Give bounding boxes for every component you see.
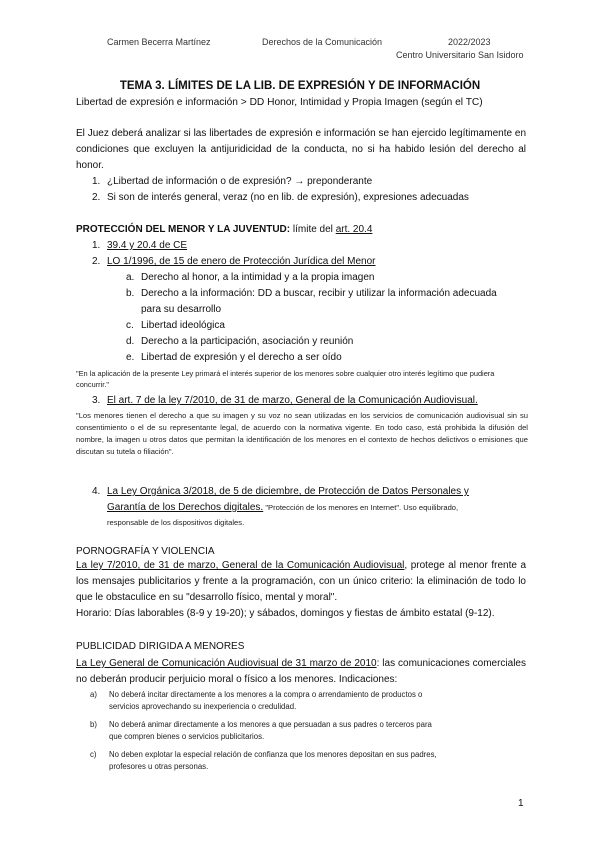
item-text: No deben explotar la especial relación de confianza que los menores depositan en sus padres, <box>109 750 437 759</box>
sub-text: Derecho a la participación, asociación y reunión <box>141 336 354 347</box>
item-letter: c) <box>90 750 97 759</box>
list-number: 2. <box>92 192 101 203</box>
publicidad-item-b <box>90 719 432 743</box>
ley-7-2010-link[interactable]: La ley 7/2010, de 31 de marzo, General de la Comunicación Audiovisual <box>76 560 405 571</box>
list-text: Si son de interés general, veraz (no en lib. de expresión), expresiones adecuadas <box>107 192 469 203</box>
item-text-cont: profesores u otras personas. <box>109 762 209 771</box>
sub-text: Derecho al honor, a la intimidad y a la propia imagen <box>141 272 375 283</box>
sub-item-a <box>126 270 374 286</box>
sub-letter: b. <box>126 288 135 299</box>
sub-item-b <box>126 286 497 302</box>
document-title: TEMA 3. LÍMITES DE LA LIB. DE EXPRESIÓN Y DE INFORMACIÓN <box>119 80 481 92</box>
quote-interes-superior: "En la aplicación de la presente Ley primará el interés superior de los menores sobre cualquier otro interés legítimo que pudiera concurrir." <box>76 369 495 389</box>
list-number: 1. <box>92 240 101 251</box>
publicidad-item-a <box>90 689 422 713</box>
section-heading-menor <box>76 222 372 238</box>
sub-text: Libertad ideológica <box>141 320 225 331</box>
art-20-4-link[interactable]: art. 20.4 <box>335 224 373 235</box>
quote-imagen-voz: "Los menores tienen el derecho a que su imagen y su voz no sean utilizadas en los servicios de comunicación audiovisual sin su consentimiento o el de su representante legal, de acuerdo con la normativa vigente. En todo caso, está prohibida la difusión del nombre, la imagen u otros datos que permitan la identificación de los menores en el contexto de hechos delictivos o emisiones que discutan su tutela o filiación". <box>76 411 528 456</box>
sub-letter: c. <box>126 320 134 331</box>
horario-text: Horario: Días laborables (8-9 y 19-20); y sábados, domingos y fiestas de ámbito estatal (9-12). <box>76 608 495 619</box>
header-school: Centro Universitario San Isidoro <box>396 50 524 60</box>
internet-note-cont: responsable de los dispositivos digitales. <box>107 518 245 527</box>
sub-item-c <box>126 318 225 334</box>
lo-3-2018-link-cont[interactable]: Garantía de los Derechos digitales. <box>107 502 264 513</box>
sub-item-e <box>126 350 342 366</box>
pornografia-paragraph <box>76 558 526 606</box>
menor-item-1 <box>92 238 187 254</box>
list-number: 4. <box>92 486 101 497</box>
menor-item-4-cont <box>107 500 458 516</box>
document-subtitle: Libertad de expresión e información > DD Honor, Intimidad y Propia Imagen (según el TC) <box>76 97 483 108</box>
item-text: No deberá animar directamente a los menores a que persuadan a sus padres o terceros para <box>109 720 432 729</box>
sub-item-b-cont <box>126 302 221 318</box>
menor-item-3 <box>92 393 478 409</box>
intro-paragraph: El Juez deberá analizar si las libertades de expresión e información se han ejercido legítimamente en condiciones que excluyen la antijuridicidad de la conducta, no si ha habido lesión del derecho al honor. <box>76 128 526 171</box>
sub-text: Libertad de expresión y el derecho a ser oído <box>141 352 342 363</box>
header-year: 2022/2023 <box>448 37 491 47</box>
pornografia-text: , protege al menor frente a los mensajes publicitarios y frente a la programación, con un único criterio: la eliminación de todo lo que le obstaculice en su "desarrollo físico, mental y moral". <box>76 560 526 603</box>
internet-note: "Protección de los menores en Internet". Uso equilibrado, <box>263 503 459 512</box>
ley-general-link[interactable]: La Ley General de Comunicación Audiovisual de 31 marzo de 2010 <box>76 658 377 669</box>
intro-list-item-2 <box>92 190 469 206</box>
heading-bold: PROTECCIÓN DEL MENOR Y LA JUVENTUD: <box>76 224 291 235</box>
section-heading-pornografia: PORNOGRAFÍA Y VIOLENCIA <box>76 546 215 557</box>
menor-item-4 <box>92 484 469 500</box>
item-text-cont: servicios aprovechando su inexperiencia o credulidad. <box>109 702 297 711</box>
item-letter: b) <box>90 720 97 729</box>
sub-letter: e. <box>126 352 135 363</box>
heading-rest: límite del <box>290 224 336 235</box>
header-subject: Derechos de la Comunicación <box>262 37 383 47</box>
list-number: 2. <box>92 256 101 267</box>
section-heading-publicidad: PUBLICIDAD DIRIGIDA A MENORES <box>76 641 245 652</box>
header-author: Carmen Becerra Martínez <box>107 37 211 47</box>
art-7-ley-link[interactable]: El art. 7 de la ley 7/2010, de 31 de marzo, General de la Comunicación Audiovisual. <box>107 395 478 406</box>
item-text: No deberá incitar directamente a los menores a la compra o arrendamiento de productos o <box>109 690 423 699</box>
item-text-cont: que compren bienes o servicios publicitarios. <box>109 732 265 741</box>
sub-letter: d. <box>126 336 135 347</box>
intro-list-item-1 <box>92 174 372 190</box>
menor-item-2 <box>92 254 376 270</box>
publicidad-text: : las comunicaciones comerciales no deberán producir perjuicio moral o físico a los menores. Indicaciones: <box>76 658 526 685</box>
item-letter: a) <box>90 690 97 699</box>
list-number: 3. <box>92 395 101 406</box>
sub-item-d <box>126 334 353 350</box>
ce-articles-link[interactable]: 39.4 y 20.4 de CE <box>107 240 188 251</box>
publicidad-item-c <box>90 749 437 773</box>
sub-text: Derecho a la información: DD a buscar, recibir y utilizar la información adecuada <box>141 288 497 299</box>
lo-1996-link[interactable]: LO 1/1996, de 15 de enero de Protección Jurídica del Menor <box>107 256 376 267</box>
sub-text: para su desarrollo <box>141 304 222 315</box>
lo-3-2018-link[interactable]: La Ley Orgánica 3/2018, de 5 de diciembre, de Protección de Datos Personales y <box>107 486 469 497</box>
sub-letter: a. <box>126 272 135 283</box>
list-text: ¿Libertad de información o de expresión? → preponderante <box>107 176 373 187</box>
list-number: 1. <box>92 176 101 187</box>
page-number: 1 <box>518 798 524 809</box>
publicidad-paragraph <box>76 656 526 688</box>
